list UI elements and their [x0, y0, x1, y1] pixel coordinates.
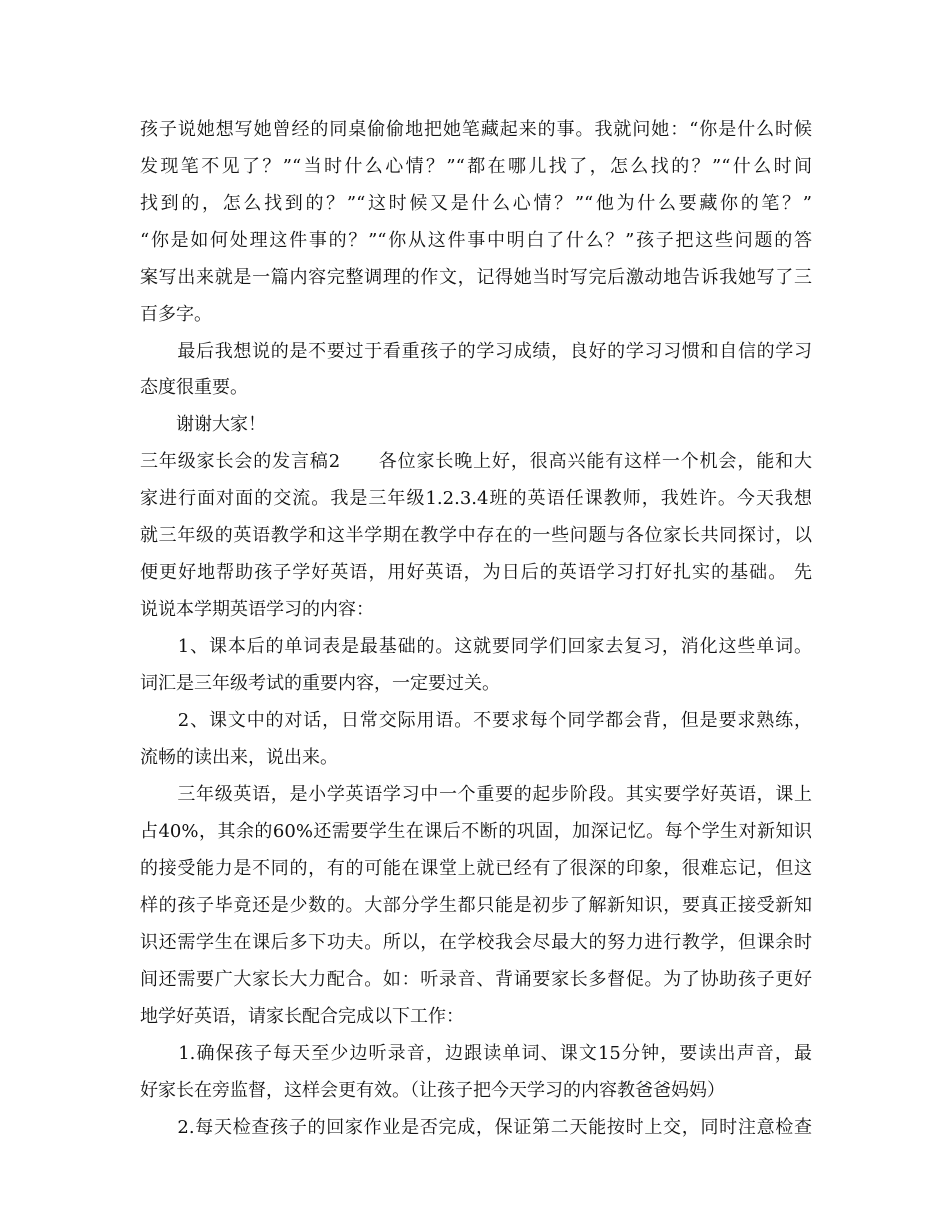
text-line: 态度很重要。 [140, 377, 248, 398]
text-line: 的接受能力是不同的，有的可能在课堂上就已经有了很深的印象，很难忘记，但这 [140, 858, 812, 879]
text-line: 地学好英语，请家长配合完成以下工作： [140, 1006, 464, 1027]
text-line: 孩子说她想写她曾经的同桌偷偷地把她笔藏起来的事。我就问她：“你是什么时候 [140, 119, 812, 140]
text-line: 案写出来就是一篇内容完整调理的作文，记得她当时写完后激动地告诉我她写了三 [140, 267, 812, 288]
text-line: 样的孩子毕竟还是少数的。大部分学生都只能是初步了解新知识，要真正接受新知 [140, 895, 812, 916]
text-line: 就三年级的英语教学和这半学期在教学中存在的一些问题与各位家长共同探讨，以 [140, 525, 812, 546]
text-line: 发现笔不见了？”“当时什么心情？”“都在哪儿找了，怎么找的？”“什么时间 [140, 156, 812, 177]
text-line: 占40%，其余的60%还需要学生在课后不断的巩固，加深记忆。每个学生对新知识 [140, 821, 812, 842]
text-line: 便更好地帮助孩子学好英语，用好英语，为日后的英语学习打好扎实的基础。 先 [140, 562, 812, 583]
text-line: 三年级英语，是小学英语学习中一个重要的起步阶段。其实要学好英语，课上 [140, 784, 812, 805]
text-line: 2.每天检查孩子的回家作业是否完成，保证第二天能按时上交，同时注意检查 [140, 1117, 812, 1138]
text-line: 识还需学生在课后多下功夫。所以，在学校我会尽最大的努力进行教学，但课余时 [140, 932, 812, 953]
text-line: “你是如何处理这件事的？”“你从这件事中明白了什么？”孩子把这些问题的答 [140, 230, 812, 251]
text-line: 2、课文中的对话，日常交际用语。不要求每个同学都会背，但是要求熟练， [140, 710, 812, 731]
text-line: 找到的，怎么找到的？”“这时候又是什么心情？”“他为什么要藏你的笔？” [140, 193, 812, 214]
text-line: 流畅的读出来，说出来。 [140, 747, 338, 768]
text-line: 最后我想说的是不要过于看重孩子的学习成绩，良好的学习习惯和自信的学习 [140, 341, 812, 362]
text-line: 百多字。 [140, 304, 212, 325]
text-line: 1.确保孩子每天至少边听录音，边跟读单词、课文15分钟，要读出声音，最 [140, 1043, 812, 1064]
text-line: 词汇是三年级考试的重要内容，一定要过关。 [140, 673, 500, 694]
section-heading-line: 三年级家长会的发言稿2 各位家长晚上好，很高兴能有这样一个机会，能和大 [140, 451, 812, 472]
text-line: 1、课本后的单词表是最基础的。这就要同学们回家去复习，消化这些单词。 [140, 636, 812, 657]
text-line: 谢谢大家！ [140, 414, 266, 435]
text-line: 间还需要广大家长大力配合。如：听录音、背诵要家长多督促。为了协助孩子更好 [140, 969, 812, 990]
text-line: 好家长在旁监督，这样会更有效。（让孩子把今天学习的内容教爸爸妈妈） [140, 1080, 725, 1101]
text-line: 家进行面对面的交流。我是三年级1.2.3.4班的英语任课教师，我姓许。今天我想 [140, 488, 812, 509]
text-line: 说说本学期英语学习的内容： [140, 599, 374, 620]
